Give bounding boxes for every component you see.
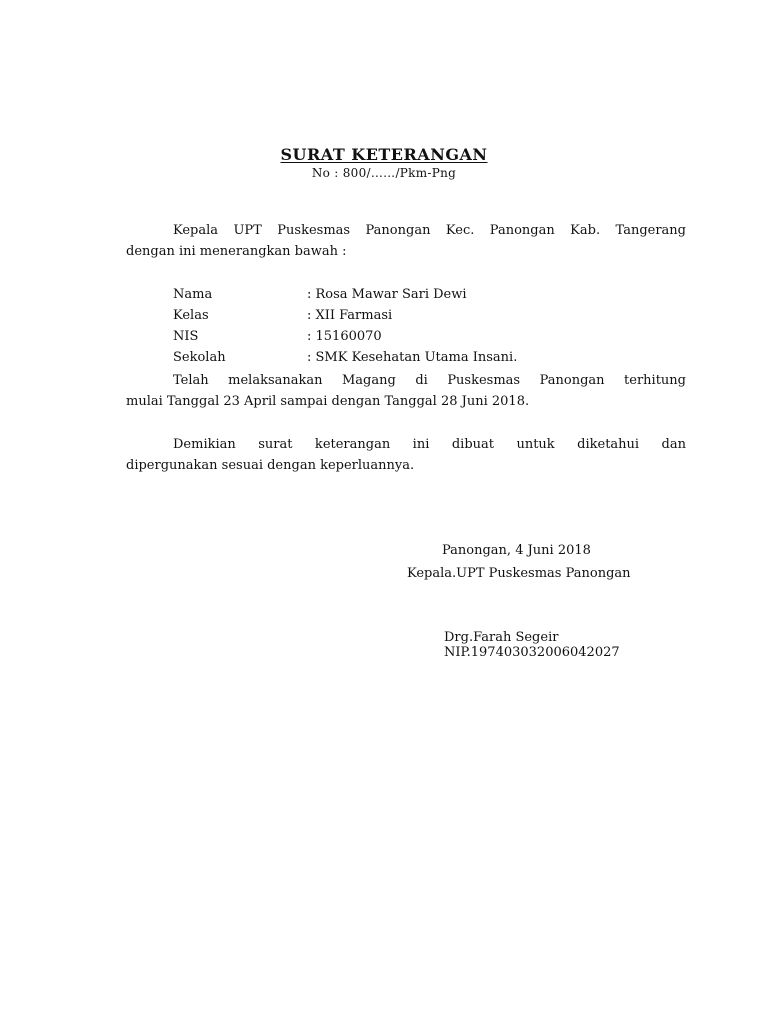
field-value: : 15160070	[307, 329, 382, 344]
field-row-sekolah	[173, 347, 693, 368]
field-row-nis	[173, 326, 693, 347]
signatory-name: Drg.Farah Segeir	[444, 630, 559, 645]
closing-line-2: dipergunakan sesuai dengan keperluannya.	[126, 458, 415, 473]
intro-paragraph	[126, 220, 686, 262]
document-title: SURAT KETERANGAN	[280, 145, 488, 164]
intro-line-2: dengan ini menerangkan bawah :	[126, 244, 347, 259]
field-value: : XII Farmasi	[307, 308, 393, 323]
field-row-nama	[173, 284, 693, 305]
closing-paragraph	[126, 434, 686, 476]
field-value: : SMK Kesehatan Utama Insani.	[307, 350, 518, 365]
signatory-nip: NIP.197403032006042027	[444, 645, 620, 660]
field-row-kelas	[173, 305, 693, 326]
field-label: Kelas	[173, 308, 209, 323]
intro-line-1: Kepala UPT Puskesmas Panongan Kec. Panongan Kab. Tangerang	[173, 223, 686, 238]
statement-paragraph	[126, 370, 686, 412]
signature-position: Kepala.UPT Puskesmas Panongan	[407, 566, 631, 581]
statement-line-2: mulai Tanggal 23 April sampai dengan Tanggal 28 Juni 2018.	[126, 394, 530, 409]
identity-fields	[173, 284, 693, 368]
field-value: : Rosa Mawar Sari Dewi	[307, 287, 467, 302]
signature-place-date: Panongan, 4 Juni 2018	[442, 543, 591, 558]
statement-line-1: Telah melaksanakan Magang di Puskesmas Panongan terhitung	[173, 373, 686, 388]
document-number: No : 800/……/Pkm-Png	[311, 166, 457, 180]
closing-line-1: Demikian surat keterangan ini dibuat untuk diketahui dan	[173, 437, 686, 452]
field-label: NIS	[173, 329, 199, 344]
field-label: Sekolah	[173, 350, 226, 365]
field-label: Nama	[173, 287, 213, 302]
